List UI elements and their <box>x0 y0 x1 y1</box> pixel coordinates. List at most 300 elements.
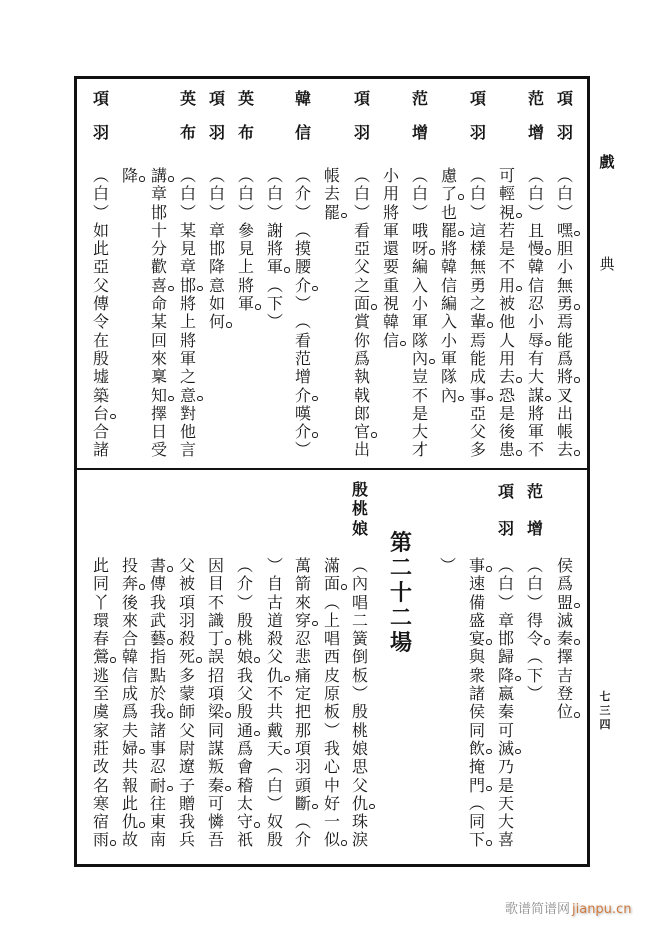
glyph: 吾 <box>207 830 224 850</box>
glyph: 信 <box>382 332 400 350</box>
glyph: 勇 <box>469 275 486 295</box>
glyph: 墟 <box>92 367 109 387</box>
stage-direction-text <box>294 167 312 460</box>
glyph: 耐 <box>149 777 167 795</box>
glyph: 至 <box>92 684 109 704</box>
glyph: 意 <box>179 387 197 405</box>
glyph: 春 <box>92 629 109 649</box>
page-number <box>597 690 613 732</box>
period-mark <box>312 396 318 402</box>
period-mark <box>110 657 116 663</box>
period-mark <box>516 377 522 383</box>
period-mark <box>197 396 203 402</box>
period-mark <box>226 322 232 328</box>
glyph: 慮 <box>440 166 457 185</box>
glyph: 辱 <box>527 332 545 350</box>
glyph: 編 <box>440 294 457 314</box>
glyph: 二 <box>389 555 412 581</box>
glyph: 西 <box>323 647 340 667</box>
glyph: 將 <box>527 403 544 423</box>
period-mark <box>225 786 231 792</box>
glyph: 上 <box>179 312 196 332</box>
glyph: 第 <box>389 530 412 556</box>
glyph: 且 <box>527 220 544 240</box>
glyph: 嬴 <box>497 684 514 704</box>
glyph: 日 <box>150 422 167 442</box>
glyph: 斷 <box>294 795 312 813</box>
glyph: 秦 <box>497 702 514 722</box>
glyph: 叉 <box>556 385 573 405</box>
glyph: 受 <box>150 440 167 460</box>
glyph: 邯 <box>497 629 514 649</box>
glyph: 仇 <box>266 667 284 685</box>
glyph: 信 <box>121 665 138 685</box>
glyph: 父 <box>469 422 486 442</box>
dialogue-text <box>121 557 139 850</box>
glyph: 贈 <box>178 793 195 813</box>
glyph: 七 <box>599 690 611 703</box>
glyph: 大 <box>497 812 514 832</box>
glyph: 小 <box>411 294 428 314</box>
speaker-name <box>556 90 574 142</box>
glyph: 不 <box>266 684 283 704</box>
glyph: 患 <box>498 441 516 459</box>
glyph: 要 <box>382 257 399 277</box>
glyph: 軍 <box>382 220 399 240</box>
glyph: 無 <box>556 275 573 295</box>
glyph: 軍 <box>440 348 457 368</box>
glyph: ︶ <box>294 294 311 314</box>
glyph: 皮 <box>323 665 340 685</box>
period-mark <box>255 304 261 310</box>
dialogue-text <box>266 167 284 332</box>
glyph: 諸 <box>92 440 109 460</box>
glyph: 隊 <box>411 330 428 350</box>
dialogue-text <box>149 557 167 850</box>
glyph: 投 <box>121 556 138 575</box>
glyph: 韓 <box>527 257 544 277</box>
glyph: 侯 <box>468 702 485 722</box>
glyph: 桃 <box>351 720 368 740</box>
glyph: 帳 <box>556 422 573 442</box>
glyph: 家 <box>92 720 109 740</box>
glyph: 章 <box>150 184 167 204</box>
glyph: 不 <box>207 592 224 612</box>
glyph: 共 <box>266 702 283 722</box>
glyph: 白 <box>353 184 370 204</box>
glyph: 頭 <box>294 775 311 795</box>
period-mark <box>486 786 492 792</box>
glyph: 仇 <box>351 795 369 813</box>
glyph: 之 <box>353 275 370 295</box>
glyph: 軍 <box>179 348 196 368</box>
glyph: 是 <box>498 403 515 423</box>
glyph: 謀 <box>207 738 224 758</box>
period-mark <box>168 286 174 292</box>
scene-title <box>389 531 413 656</box>
period-mark <box>312 286 318 292</box>
glyph: 通 <box>236 722 254 740</box>
period-mark <box>284 676 290 682</box>
glyph: 後 <box>121 592 138 612</box>
glyph: 定 <box>294 684 311 704</box>
glyph: 項 <box>294 738 311 758</box>
glyph: 唱 <box>351 592 368 612</box>
glyph: 令 <box>526 630 544 648</box>
glyph: 雨 <box>92 831 110 849</box>
glyph: 共 <box>121 757 138 777</box>
glyph: 祇 <box>236 830 253 850</box>
glyph: 萬 <box>294 556 311 575</box>
glyph: 我 <box>236 665 253 685</box>
glyph: ︶ <box>266 202 283 222</box>
glyph: 殺 <box>178 629 195 649</box>
glyph: 殷 <box>266 830 283 850</box>
glyph: 了 <box>440 185 458 203</box>
glyph: 師 <box>178 702 195 722</box>
period-mark <box>545 249 551 255</box>
period-mark <box>487 322 493 328</box>
period-mark <box>139 749 145 755</box>
glyph: 娘 <box>351 738 368 758</box>
glyph: 章 <box>497 610 514 630</box>
dialogue-text <box>207 557 225 850</box>
glyph: 信 <box>527 275 544 295</box>
glyph: 稽 <box>236 775 253 795</box>
glyph: 用 <box>498 277 516 295</box>
glyph: 娘 <box>236 648 254 666</box>
glyph: 書 <box>149 557 167 575</box>
glyph: ︵ <box>294 220 311 240</box>
glyph: 范 <box>526 482 543 501</box>
glyph: 諸 <box>149 720 166 740</box>
glyph: 珠 <box>351 812 368 832</box>
glyph: 事 <box>149 738 166 758</box>
glyph: 范 <box>294 348 311 368</box>
dialogue-text <box>556 557 574 722</box>
glyph: 項 <box>353 89 370 108</box>
dialogue-text <box>526 557 544 703</box>
glyph: 守 <box>236 813 254 831</box>
glyph: 是 <box>411 403 428 423</box>
period-mark <box>196 657 202 663</box>
glyph: ︶ <box>266 793 283 813</box>
glyph: 名 <box>92 775 109 795</box>
glyph: 穿 <box>294 612 312 630</box>
page-border-top <box>75 76 589 79</box>
glyph: 父 <box>266 647 283 667</box>
glyph: 信 <box>294 122 311 142</box>
glyph: 原 <box>323 684 340 704</box>
glyph: 增 <box>526 518 543 538</box>
glyph: 韓 <box>382 312 399 332</box>
period-mark <box>516 286 522 292</box>
glyph: 殷 <box>351 702 368 722</box>
glyph: 桃 <box>236 629 253 649</box>
glyph: 言 <box>179 440 196 460</box>
glyph: ︵ <box>527 166 544 185</box>
glyph: 官 <box>353 423 371 441</box>
glyph: ︶ <box>469 202 486 222</box>
glyph: 箭 <box>294 574 311 594</box>
glyph: ︶ <box>526 684 543 704</box>
glyph: 樣 <box>469 239 486 259</box>
period-mark <box>545 396 551 402</box>
glyph: 環 <box>92 610 109 630</box>
glyph: 宿 <box>92 812 109 832</box>
glyph: 白 <box>411 184 428 204</box>
glyph: 見 <box>237 239 254 259</box>
glyph: 他 <box>498 312 515 332</box>
glyph: 桃 <box>351 499 368 519</box>
glyph: 羽 <box>497 518 514 538</box>
glyph: 殷 <box>351 480 368 499</box>
glyph: 殷 <box>236 702 253 722</box>
glyph: 介 <box>236 574 253 594</box>
running-head-char-2: 典 <box>599 255 615 273</box>
period-mark <box>429 249 435 255</box>
period-mark <box>312 621 318 627</box>
glyph: 天 <box>497 793 514 813</box>
glyph: 爲 <box>121 702 138 722</box>
period-mark <box>139 176 145 182</box>
glyph: 寒 <box>92 793 109 813</box>
glyph: 將 <box>382 202 399 222</box>
glyph: 人 <box>498 330 515 350</box>
glyph: 韓 <box>294 89 311 108</box>
glyph: 白 <box>266 184 283 204</box>
period-mark <box>369 804 375 810</box>
glyph: 被 <box>178 574 195 594</box>
glyph: 我 <box>178 812 195 832</box>
glyph: 邯 <box>179 277 197 295</box>
glyph: ︶ <box>353 202 370 222</box>
glyph: 邯 <box>208 239 225 259</box>
glyph: 出 <box>353 440 370 460</box>
glyph: 四 <box>599 718 611 731</box>
glyph: 奴 <box>266 812 283 832</box>
glyph: ︵ <box>294 312 311 332</box>
glyph: ︶ <box>294 440 311 460</box>
glyph: 與 <box>468 647 485 667</box>
glyph: 父 <box>178 556 195 575</box>
glyph: 執 <box>353 367 370 387</box>
glyph: ︵ <box>237 166 254 185</box>
glyph: 悲 <box>294 647 311 667</box>
glyph: 如 <box>92 220 109 240</box>
dialogue-text <box>178 557 196 850</box>
glyph: 下 <box>468 831 486 849</box>
period-mark <box>486 840 492 846</box>
glyph: 將 <box>179 330 196 350</box>
glyph: ︶ <box>351 684 368 704</box>
glyph: 降 <box>497 667 515 685</box>
glyph: 降 <box>208 257 225 277</box>
glyph: 成 <box>469 367 486 387</box>
glyph: 戴 <box>266 720 283 740</box>
speaker-name <box>411 90 429 142</box>
glyph: 羽 <box>353 122 370 142</box>
glyph: 項 <box>469 89 486 108</box>
glyph: 勇 <box>556 295 574 313</box>
dialogue-text <box>439 557 457 575</box>
glyph: 視 <box>498 204 516 222</box>
glyph: ︵ <box>323 592 340 612</box>
glyph: 喜 <box>150 277 168 295</box>
glyph: ︵ <box>468 793 485 813</box>
glyph: 軍 <box>411 312 428 332</box>
glyph: 意 <box>208 275 225 295</box>
glyph: 介 <box>294 423 312 441</box>
glyph: 羽 <box>178 610 195 630</box>
glyph: 蒙 <box>178 684 195 704</box>
glyph: 軍 <box>237 295 255 313</box>
glyph: ︶ <box>179 202 196 222</box>
period-mark <box>312 804 318 810</box>
glyph: 之 <box>469 294 486 314</box>
period-mark <box>400 341 406 347</box>
period-mark <box>110 414 116 420</box>
speaker-name <box>179 90 197 142</box>
period-mark <box>371 304 377 310</box>
glyph: 同 <box>92 574 109 594</box>
page-border-right <box>587 76 590 867</box>
dialogue-text <box>468 557 486 850</box>
glyph: 位 <box>556 703 574 721</box>
glyph: 喜 <box>497 830 514 850</box>
period-mark <box>487 396 493 402</box>
glyph: 來 <box>121 610 138 630</box>
glyph: ︵ <box>497 556 514 575</box>
glyph: 軍 <box>266 258 284 276</box>
glyph: 看 <box>294 330 311 350</box>
glyph: 滿 <box>323 556 340 575</box>
glyph: 無 <box>469 257 486 277</box>
glyph: 夫 <box>121 720 138 740</box>
glyph: 是 <box>498 239 515 259</box>
period-mark <box>544 639 550 645</box>
period-mark <box>254 657 260 663</box>
glyph: 白 <box>497 574 514 594</box>
glyph: 父 <box>92 275 109 295</box>
running-head-char-1: 戲 <box>599 153 615 171</box>
period-mark <box>458 194 464 200</box>
glyph: 父 <box>353 257 370 277</box>
glyph: 滅 <box>556 610 573 630</box>
period-mark <box>254 731 260 737</box>
glyph: 羽 <box>208 122 225 142</box>
glyph: 恐 <box>498 385 515 405</box>
period-mark <box>574 712 580 718</box>
glyph: 豈 <box>411 367 428 387</box>
glyph: 爲 <box>556 574 573 594</box>
glyph: 爲 <box>556 348 573 368</box>
glyph: 還 <box>382 239 399 259</box>
glyph: 也 <box>440 202 457 222</box>
glyph: 下 <box>266 294 283 314</box>
glyph: 因 <box>207 556 224 575</box>
glyph: ︶ <box>323 720 340 740</box>
period-mark <box>167 786 173 792</box>
glyph: 子 <box>178 775 195 795</box>
glyph: 嘆 <box>294 403 311 423</box>
glyph: 增 <box>294 367 311 387</box>
glyph: 可 <box>497 720 514 740</box>
speaker-name <box>353 90 371 142</box>
glyph: 我 <box>323 738 340 758</box>
glyph: 胆 <box>556 239 573 259</box>
glyph: 不 <box>498 257 515 277</box>
glyph: 心 <box>323 757 340 777</box>
glyph: 南 <box>149 830 166 850</box>
glyph: 羽 <box>556 122 573 142</box>
glyph: ︵ <box>556 166 573 185</box>
period-mark <box>574 231 580 237</box>
glyph: 淚 <box>351 830 368 850</box>
glyph: 英 <box>237 89 254 108</box>
glyph: 丫 <box>92 592 109 612</box>
glyph: 尉 <box>178 738 195 758</box>
glyph: 對 <box>179 403 196 423</box>
glyph: 識 <box>207 610 224 630</box>
glyph: 我 <box>149 592 166 612</box>
period-mark <box>515 749 521 755</box>
glyph: 登 <box>556 684 573 704</box>
glyph: 將 <box>440 239 457 259</box>
glyph: 入 <box>440 312 457 332</box>
glyph: 何 <box>208 313 226 331</box>
glyph: 古 <box>266 592 283 612</box>
glyph: 板 <box>351 665 368 685</box>
glyph: 來 <box>150 348 167 368</box>
glyph: 秦 <box>207 777 225 795</box>
glyph: 白 <box>527 184 544 204</box>
glyph: 傳 <box>149 574 166 594</box>
glyph: 腰 <box>294 257 311 277</box>
glyph: 邯 <box>150 202 167 222</box>
glyph: 歡 <box>150 257 167 277</box>
dialogue-text <box>121 167 139 185</box>
glyph: 擇 <box>150 403 167 423</box>
speaker-name <box>208 90 226 142</box>
speaker-name <box>92 90 110 142</box>
period-mark <box>168 176 174 182</box>
page-border-bottom <box>75 864 590 867</box>
glyph: 去 <box>323 184 340 204</box>
period-mark <box>341 584 347 590</box>
speaker-name <box>351 481 369 538</box>
speaker-name <box>497 483 515 538</box>
glyph: 兵 <box>178 830 195 850</box>
period-mark <box>139 822 145 828</box>
glyph: 合 <box>121 629 138 649</box>
glyph: 白 <box>208 184 225 204</box>
glyph: 好 <box>323 793 340 813</box>
glyph: 吉 <box>556 665 573 685</box>
glyph: 摸 <box>294 239 311 259</box>
period-mark <box>516 213 522 219</box>
period-mark <box>429 359 435 365</box>
glyph: 你 <box>353 330 370 350</box>
glyph: 能 <box>469 348 486 368</box>
dialogue-text <box>323 167 341 222</box>
glyph: 招 <box>207 665 224 685</box>
glyph: 內 <box>440 387 458 405</box>
glyph: 改 <box>92 757 109 777</box>
glyph: 去 <box>556 441 574 459</box>
glyph: 他 <box>179 422 196 442</box>
glyph: 擇 <box>556 647 573 667</box>
